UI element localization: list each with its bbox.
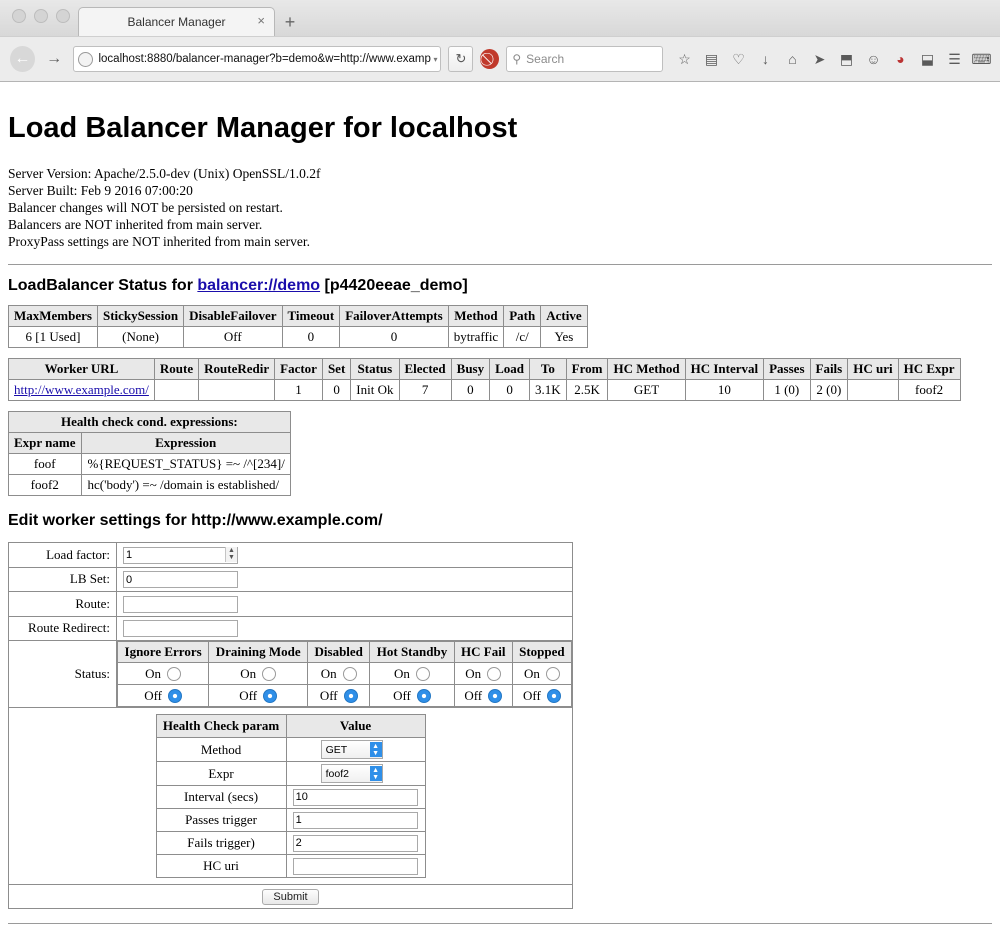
column-header: Elected: [399, 359, 451, 380]
off-label: Off: [319, 687, 338, 703]
table-header-row: [9, 433, 291, 454]
column-header: Path: [504, 306, 541, 327]
status-on-row: [118, 663, 572, 685]
balancer-link[interactable]: balancer://demo: [197, 277, 321, 294]
off-label: Off: [464, 687, 483, 703]
column-header: Disabled: [308, 642, 370, 663]
address-bar[interactable]: [73, 46, 441, 72]
tab-label: Balancer Manager: [127, 15, 226, 29]
column-header: Hot Standby: [370, 642, 454, 663]
column-header: HC Interval: [685, 359, 764, 380]
column-header: Passes: [764, 359, 810, 380]
hc-row-interval: [156, 786, 425, 809]
off-label: Off: [239, 687, 258, 703]
extension-icon[interactable]: ◕: [896, 51, 905, 67]
navigation-toolbar: [0, 36, 1000, 81]
reader-icon[interactable]: ▤: [704, 50, 719, 67]
column-header: Expr name: [9, 433, 82, 454]
column-header: HC uri: [848, 359, 898, 380]
hc-method-select[interactable]: [321, 740, 383, 759]
table-cell: 1 (0): [764, 380, 810, 401]
health-check-cell: [9, 708, 573, 885]
column-header: Busy: [451, 359, 489, 380]
stopped-on-radio[interactable]: [546, 667, 560, 681]
column-header: Ignore Errors: [118, 642, 209, 663]
smiley-icon[interactable]: ☺: [866, 51, 881, 67]
on-label: On: [240, 665, 257, 681]
address-bar-value: localhost:8880/balancer-manager?b=demo&w=http://www.examp: [98, 53, 431, 65]
table-header-row: [156, 715, 425, 738]
table-cell: 10: [685, 380, 764, 401]
hc-row-expr: [156, 762, 425, 786]
draining-mode-on-radio[interactable]: [262, 667, 276, 681]
chevron-down-icon[interactable]: ▾: [433, 54, 438, 64]
column-header: MaxMembers: [9, 306, 98, 327]
column-header: Active: [541, 306, 587, 327]
column-header: Set: [322, 359, 350, 380]
table-cell: (None): [97, 327, 183, 348]
hc-passes-label: Passes trigger: [156, 809, 286, 832]
hot-standby-on-cell: [370, 663, 454, 685]
window-controls[interactable]: [12, 9, 70, 23]
bookmark-star-icon[interactable]: ☆: [678, 50, 691, 67]
table-cell: 3.1K: [530, 380, 567, 401]
edit-worker-heading: Edit worker settings for http://www.example.com/: [8, 512, 383, 529]
column-header: FailoverAttempts: [340, 306, 448, 327]
route-redirect-cell: [117, 616, 573, 641]
library-icon[interactable]: ⬓: [920, 50, 935, 67]
column-header: HC Method: [608, 359, 685, 380]
balancer-heading-suffix: [p4420eeae_demo]: [320, 277, 468, 294]
off-label: Off: [144, 687, 162, 703]
server-info-line: Balancer changes will NOT be persisted on restart.: [8, 200, 283, 215]
hc-passes-cell: [286, 809, 425, 832]
on-label: On: [320, 665, 337, 681]
table-header-row: [9, 412, 291, 433]
sidebar-icon[interactable]: ⬒: [839, 50, 854, 67]
column-header: Timeout: [282, 306, 340, 327]
route-input[interactable]: [123, 596, 238, 613]
table-cell: 0: [340, 327, 448, 348]
column-header: Factor: [275, 359, 323, 380]
worker-settings-form: [8, 542, 573, 909]
column-header: Status: [351, 359, 399, 380]
window-titlebar: [0, 0, 1000, 36]
table-cell: GET: [608, 380, 685, 401]
tab-balancer-manager[interactable]: [78, 7, 275, 36]
off-label: Off: [522, 687, 541, 703]
hc-row-passes: [156, 809, 425, 832]
hc-interval-label: Interval (secs): [156, 786, 286, 809]
table-cell: bytraffic: [448, 327, 504, 348]
table-cell: 6 [1 Used]: [9, 327, 98, 348]
table-row: [9, 475, 291, 496]
hc-fails-cell: [286, 832, 425, 855]
load-factor-stepper[interactable]: [123, 546, 238, 564]
hc-method-label: Method: [156, 738, 286, 762]
minimize-window-button[interactable]: [34, 9, 48, 23]
column-header: Expression: [81, 433, 290, 454]
globe-icon: [78, 52, 93, 67]
toolbar-icons: [676, 50, 990, 68]
server-info-line: Server Version: Apache/2.5.0-dev (Unix) OpenSSL/1.0.2f: [8, 166, 321, 181]
draining-mode-off-cell: [209, 685, 308, 707]
page-content: [0, 82, 1000, 924]
lb-set-label: LB Set:: [9, 567, 117, 592]
column-header: Worker URL: [9, 359, 155, 380]
chevron-updown-icon[interactable]: ▲ ▼: [370, 742, 382, 757]
hc-method-cell: [286, 738, 425, 762]
server-info-line: ProxyPass settings are NOT inherited from main server.: [8, 234, 310, 249]
on-label: On: [523, 665, 540, 681]
downloads-icon[interactable]: ↓: [761, 51, 769, 67]
table-cell: Init Ok: [351, 380, 399, 401]
table-cell: 2 (0): [810, 380, 848, 401]
form-row-load-factor: [9, 543, 573, 568]
hot-standby-off-radio[interactable]: [417, 689, 431, 703]
hot-standby-on-radio[interactable]: [416, 667, 430, 681]
hc-row-fails: [156, 832, 425, 855]
hc-row-method: [156, 738, 425, 762]
hot-standby-off-cell: [370, 685, 454, 707]
table-cell: [154, 380, 198, 401]
column-header: StickySession: [97, 306, 183, 327]
balancer-table: [8, 305, 588, 348]
status-cell: [117, 641, 573, 708]
table-cell: /c/: [504, 327, 541, 348]
table-row: [9, 380, 961, 401]
table-cell: 0: [451, 380, 489, 401]
column-header: DisableFailover: [184, 306, 282, 327]
form-row-status: [9, 641, 573, 708]
browser-chrome: [0, 0, 1000, 82]
table-header-row: [118, 642, 572, 663]
column-header: Stopped: [512, 642, 571, 663]
table-cell: %{REQUEST_STATUS} =~ /^[234]/: [81, 454, 290, 475]
column-header: HC Expr: [898, 359, 960, 380]
column-header: Fails: [810, 359, 848, 380]
table-cell: [199, 380, 275, 401]
stopped-off-cell: [512, 685, 571, 707]
home-icon[interactable]: ⌂: [788, 51, 797, 67]
table-cell: 0: [322, 380, 350, 401]
hc-expressions-caption: Health check cond. expressions:: [9, 412, 291, 433]
server-info: [8, 165, 992, 250]
table-cell: Yes: [541, 327, 587, 348]
forward-arrow-icon[interactable]: →: [46, 50, 63, 67]
balancer-heading-prefix: LoadBalancer Status for: [8, 277, 198, 294]
close-window-button[interactable]: [12, 9, 26, 23]
lb-set-input[interactable]: [123, 571, 238, 588]
server-info-line: Server Built: Feb 9 2016 07:00:20: [8, 183, 193, 198]
hc-method-value: GET: [325, 743, 348, 756]
route-redirect-input[interactable]: [123, 620, 238, 637]
ignore-errors-on-cell: [118, 663, 209, 685]
hc-fail-off-cell: [454, 685, 512, 707]
divider: [8, 923, 992, 924]
ignore-errors-off-cell: [118, 685, 209, 707]
column-header: From: [566, 359, 608, 380]
table-cell: foof2: [898, 380, 960, 401]
form-row-route: [9, 592, 573, 617]
hc-uri-cell: [286, 855, 425, 878]
server-info-line: Balancers are NOT inherited from main server.: [8, 217, 263, 232]
search-input[interactable]: [506, 46, 663, 72]
search-icon: ⚲: [512, 52, 522, 66]
stopped-on-cell: [512, 663, 571, 685]
keyboard-icon[interactable]: ⌨: [971, 50, 992, 67]
table-cell: [848, 380, 898, 401]
table-cell: hc('body') =~ /domain is established/: [81, 475, 290, 496]
draining-mode-off-radio[interactable]: [263, 689, 277, 703]
column-header: Health Check param: [156, 715, 286, 738]
table-header-row: [9, 359, 961, 380]
table-cell: Off: [184, 327, 282, 348]
worker-url-link[interactable]: http://www.example.com/: [14, 382, 149, 397]
hc-fail-off-radio[interactable]: [488, 689, 502, 703]
hc-fails-label: Fails trigger): [156, 832, 286, 855]
reload-icon[interactable]: ↻: [448, 46, 473, 72]
block-icon[interactable]: [480, 49, 499, 69]
hc-interval-cell: [286, 786, 425, 809]
balancer-status-heading: [8, 277, 992, 295]
tab-strip: [78, 0, 305, 36]
load-factor-cell: [117, 543, 573, 568]
table-header-row: [9, 306, 588, 327]
back-arrow-icon[interactable]: ←: [10, 46, 35, 72]
disabled-off-cell: [308, 685, 370, 707]
close-icon[interactable]: ×: [257, 13, 265, 28]
route-redirect-label: Route Redirect:: [9, 616, 117, 641]
off-label: Off: [393, 687, 411, 703]
hc-interval-input[interactable]: [293, 789, 418, 806]
column-header: To: [530, 359, 567, 380]
route-cell: [117, 592, 573, 617]
on-label: On: [465, 665, 482, 681]
lb-set-cell: [117, 567, 573, 592]
route-label: Route:: [9, 592, 117, 617]
form-row-route-redirect: [9, 616, 573, 641]
table-cell: 2.5K: [566, 380, 608, 401]
column-header: Route: [154, 359, 198, 380]
form-row-lb-set: [9, 567, 573, 592]
maximize-window-button[interactable]: [56, 9, 70, 23]
hc-expr-cell: [286, 762, 425, 786]
menu-icon[interactable]: ☰: [948, 50, 961, 67]
hc-fails-input[interactable]: [293, 835, 418, 852]
worker-url-cell: [9, 380, 155, 401]
hc-expr-select[interactable]: [321, 764, 383, 783]
column-header: Draining Mode: [209, 642, 308, 663]
table-cell: foof: [9, 454, 82, 475]
submit-button[interactable]: Submit: [262, 889, 318, 905]
health-check-expressions-table: [8, 411, 291, 496]
load-factor-label: Load factor:: [9, 543, 117, 568]
status-off-row: [118, 685, 572, 707]
worker-table: [8, 358, 961, 401]
table-cell: 7: [399, 380, 451, 401]
hc-expr-value: foof2: [325, 767, 349, 780]
on-label: On: [394, 665, 410, 681]
table-cell: foof2: [9, 475, 82, 496]
column-header: HC Fail: [454, 642, 512, 663]
table-cell: 0: [490, 380, 530, 401]
column-header: Load: [490, 359, 530, 380]
status-table: [117, 641, 572, 707]
new-tab-button[interactable]: +: [284, 12, 296, 32]
column-header: Method: [448, 306, 504, 327]
stopped-off-radio[interactable]: [547, 689, 561, 703]
disabled-on-radio[interactable]: [343, 667, 357, 681]
status-label: Status:: [9, 641, 117, 708]
load-factor-input[interactable]: [123, 547, 238, 564]
health-check-table: [156, 714, 426, 878]
form-row-health-check: [9, 708, 573, 885]
search-placeholder: Search: [526, 52, 565, 66]
table-row: [9, 327, 588, 348]
on-label: On: [145, 665, 162, 681]
draining-mode-on-cell: [209, 663, 308, 685]
disabled-on-cell: [308, 663, 370, 685]
divider: [8, 264, 992, 265]
form-row-submit: [9, 885, 573, 909]
pocket-icon[interactable]: ♡: [732, 50, 745, 67]
stepper-arrows-icon[interactable]: ▲ ▼: [225, 547, 237, 562]
table-cell: 0: [282, 327, 340, 348]
table-cell: 1: [275, 380, 323, 401]
column-header: RouteRedir: [199, 359, 275, 380]
column-header: Value: [286, 715, 425, 738]
hc-fail-on-cell: [454, 663, 512, 685]
page-title: Load Balancer Manager for localhost: [8, 112, 518, 144]
send-icon[interactable]: ➤: [813, 50, 826, 67]
submit-cell: [9, 885, 573, 909]
hc-fail-on-radio[interactable]: [487, 667, 501, 681]
hc-expr-label: Expr: [156, 762, 286, 786]
ignore-errors-off-radio[interactable]: [168, 689, 182, 703]
hc-uri-input[interactable]: [293, 858, 418, 875]
disabled-off-radio[interactable]: [344, 689, 358, 703]
table-row: [9, 454, 291, 475]
chevron-updown-icon[interactable]: ▲ ▼: [370, 766, 382, 781]
hc-uri-label: HC uri: [156, 855, 286, 878]
ignore-errors-on-radio[interactable]: [167, 667, 181, 681]
hc-row-uri: [156, 855, 425, 878]
hc-passes-input[interactable]: [293, 812, 418, 829]
